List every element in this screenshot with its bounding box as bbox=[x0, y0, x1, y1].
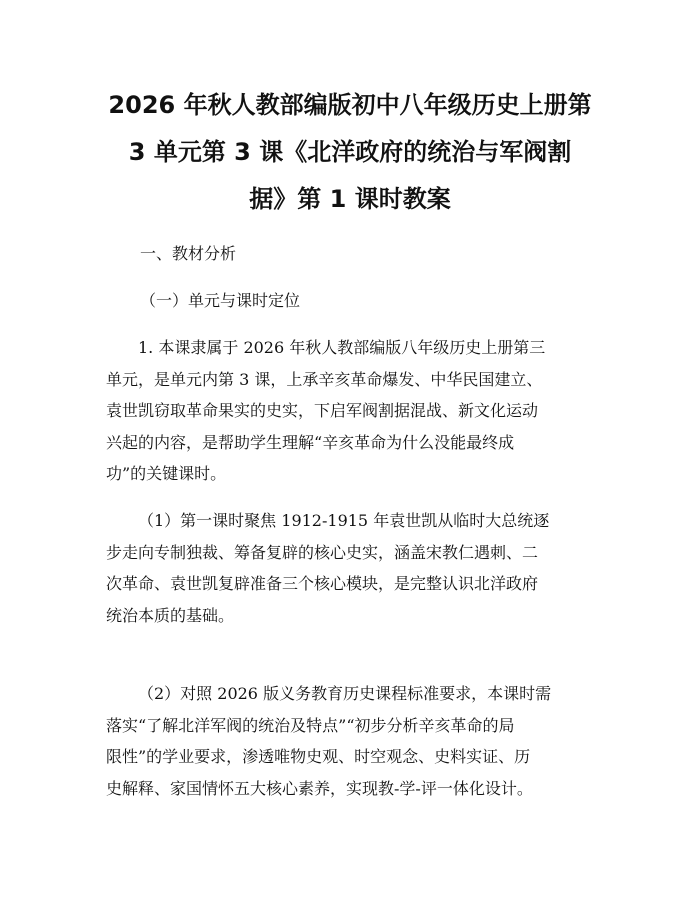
subsection-heading-unit-and-lesson-positioning: （一）单元与课时定位 bbox=[140, 291, 301, 310]
paragraph-curriculum-standards bbox=[106, 678, 604, 804]
section-heading-teaching-material-analysis: 一、教材分析 bbox=[140, 244, 237, 263]
paragraph-line: 步走向专制独裁、筹备复辟的核心史实，涵盖宋教仁遇刺、二 bbox=[106, 542, 539, 562]
paragraph-line: （2）对照 2026 版义务教育历史课程标准要求，本课时需 bbox=[138, 684, 552, 703]
paragraph-first-lesson-focus bbox=[106, 505, 604, 631]
paragraph-line: 兴起的内容，是帮助学生理解“辛亥革命为什么没能最终成 bbox=[106, 432, 515, 452]
paragraph-line: 次革命、袁世凯复辟准备三个核心模块，是完整认识北洋政府 bbox=[106, 574, 539, 593]
paragraph-line: 落实“了解北洋军阀的统治及特点”“初步分析辛亥革命的局 bbox=[106, 715, 515, 735]
paragraph-line: 单元，是单元内第 3 课，上承辛亥革命爆发、中华民国建立、 bbox=[106, 369, 543, 389]
paragraph-line: 袁世凯窃取革命果实的史实，下启军阀割据混战、新文化运动 bbox=[106, 401, 539, 420]
title-line: 2026 年秋人教部编版初中八年级历史上册第 bbox=[108, 91, 592, 119]
paragraph-lesson-position bbox=[106, 332, 604, 490]
title-line: 据》第 1 课时教案 bbox=[249, 185, 451, 213]
paragraph-line: 功”的关键课时。 bbox=[106, 464, 227, 483]
document-title bbox=[100, 82, 600, 223]
paragraph-line: 统治本质的基础。 bbox=[106, 605, 235, 625]
paragraph-line: 限性”的学业要求，渗透唯物史观、时空观念、史料实证、历 bbox=[106, 747, 531, 766]
paragraph-line: 史解释、家国情怀五大核心素养，实现教-学-评一体化设计。 bbox=[106, 778, 533, 798]
paragraph-line: 1. 本课隶属于 2026 年秋人教部编版八年级历史上册第三 bbox=[138, 338, 546, 357]
paragraph-line: （1）第一课时聚焦 1912-1915 年袁世凯从临时大总统逐 bbox=[138, 511, 550, 530]
title-line: 3 单元第 3 课《北洋政府的统治与军阀割 bbox=[128, 138, 572, 166]
